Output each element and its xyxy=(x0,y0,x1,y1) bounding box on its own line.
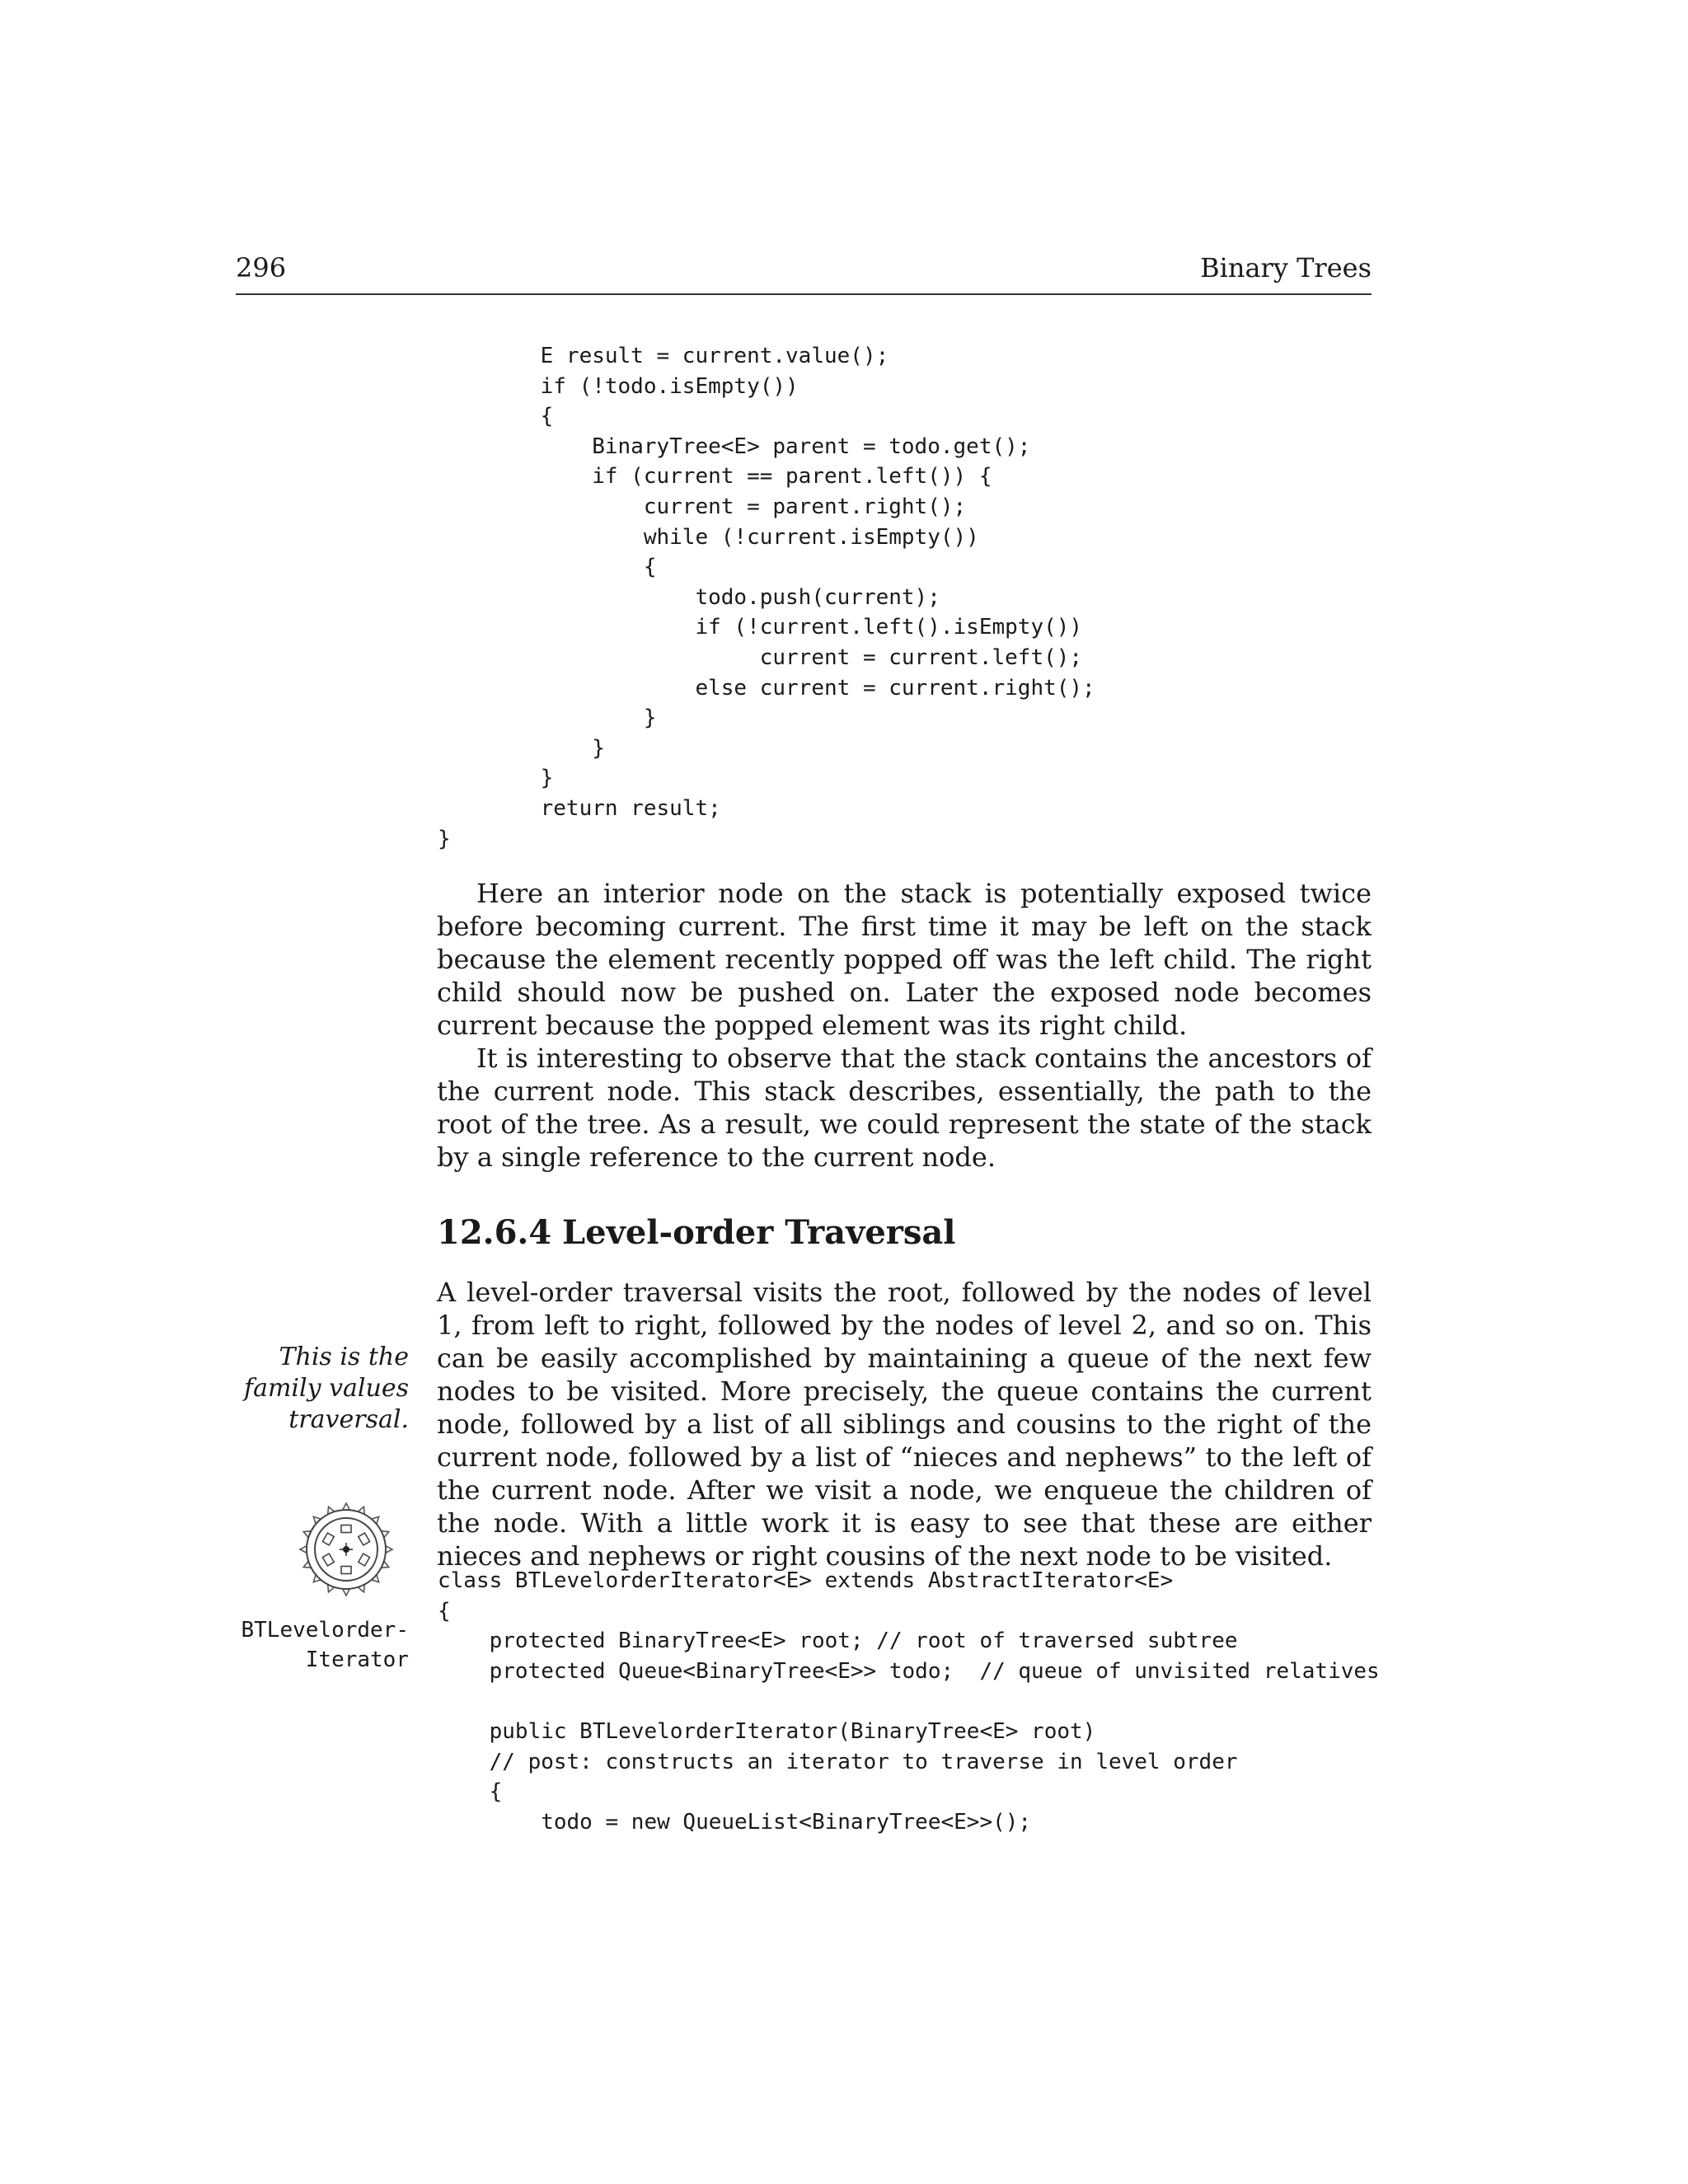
margin-label-line: BTLevelorder- xyxy=(241,1618,409,1643)
margin-label-line: Iterator xyxy=(305,1647,409,1672)
code-line: todo.push(current); xyxy=(489,584,940,610)
code-line: } xyxy=(438,826,451,851)
code-line: { xyxy=(438,1598,451,1624)
code-line: while (!current.isEmpty()) xyxy=(489,524,979,550)
code-line: } xyxy=(489,735,605,761)
code-line: protected Queue<BinaryTree<E>> todo; // queue of unvisited relatives xyxy=(438,1658,1380,1684)
code-line: protected BinaryTree<E> root; // root of traversed subtree xyxy=(438,1629,1238,1654)
gear-icon xyxy=(298,1502,394,1597)
code-listing-bottom xyxy=(438,1566,1380,1837)
code-line: } xyxy=(489,766,554,791)
gear-tooth xyxy=(343,1589,350,1596)
paragraph: It is interesting to observe that the stack contains the ancestors of the current node. This stack describes, essentially, the path to the root of the tree. As a result, we could represent the state of the stack by a single reference to the current node. xyxy=(437,1043,1372,1173)
body-text-stack xyxy=(437,877,1372,1174)
paragraph: Here an interior node on the stack is potentially exposed twice before becoming current. The first time it may be left on the stack because the element recently popped off was the left child. The right child should now be pushed on. Later the exposed node becomes current because the popped element was its right child. xyxy=(437,878,1372,1041)
gear-tooth xyxy=(300,1546,307,1554)
paragraph: A level-order traversal visits the root, followed by the nodes of level 1, from left to right, followed by the nodes of level 2, and so on. This can be easily accomplished by maintaining a queue of the next few nodes to be visited. More precisely, the queue contains the current node, followed by a list of all siblings and cousins to the right of the current node, followed by a list of “nieces and nephews” to the left of the current node. After we visit a node, we enqueue the children of the node. With a little work it is easy to see that these are either nieces and nephews or right cousins of the next node to be visited. xyxy=(437,1277,1372,1572)
code-line: if (!todo.isEmpty()) xyxy=(489,373,799,399)
body-text-level-order xyxy=(437,1276,1372,1572)
margin-note xyxy=(236,1342,409,1436)
gear-box xyxy=(341,1567,351,1574)
code-line: E result = current.value(); xyxy=(489,344,889,368)
margin-note-line: This is the xyxy=(279,1343,409,1371)
code-line: { xyxy=(438,1779,503,1805)
margin-label xyxy=(236,1615,409,1675)
code-line: // post: constructs an iterator to traverse in level order xyxy=(438,1749,1238,1774)
gear-tooth xyxy=(386,1546,392,1554)
gear-tooth xyxy=(343,1503,350,1510)
margin-note-line: family values xyxy=(243,1374,409,1403)
running-title: Binary Trees xyxy=(1200,252,1372,284)
code-line: if (current == parent.left()) { xyxy=(489,464,992,490)
code-line: else current = current.right(); xyxy=(489,675,1095,701)
code-line: current = parent.right(); xyxy=(489,494,967,519)
gear-box xyxy=(341,1526,351,1533)
code-line: return result; xyxy=(489,795,721,821)
page-header xyxy=(236,252,1372,295)
code-line xyxy=(489,1686,1380,1717)
code-line: if (!current.left().isEmpty()) xyxy=(489,615,1083,640)
page-number: 296 xyxy=(236,252,287,284)
code-line: current = current.left(); xyxy=(489,644,1083,670)
section-title: Level-order Traversal xyxy=(562,1213,956,1252)
code-line: class BTLevelorderIterator<E> extends AbstractIterator<E> xyxy=(438,1568,1174,1593)
code-line: { xyxy=(489,404,554,429)
section-heading xyxy=(437,1212,955,1254)
section-number: 12.6.4 xyxy=(437,1213,552,1252)
code-line: public BTLevelorderIterator(BinaryTree<E> root) xyxy=(438,1718,1096,1744)
code-line: todo = new QueueList<BinaryTree<E>>(); xyxy=(438,1809,1032,1835)
code-line: } xyxy=(489,705,657,731)
margin-note-line: traversal. xyxy=(288,1405,409,1434)
code-listing-top xyxy=(438,341,1095,854)
code-line: BinaryTree<E> parent = todo.get(); xyxy=(489,434,1031,459)
code-line: { xyxy=(489,555,657,580)
